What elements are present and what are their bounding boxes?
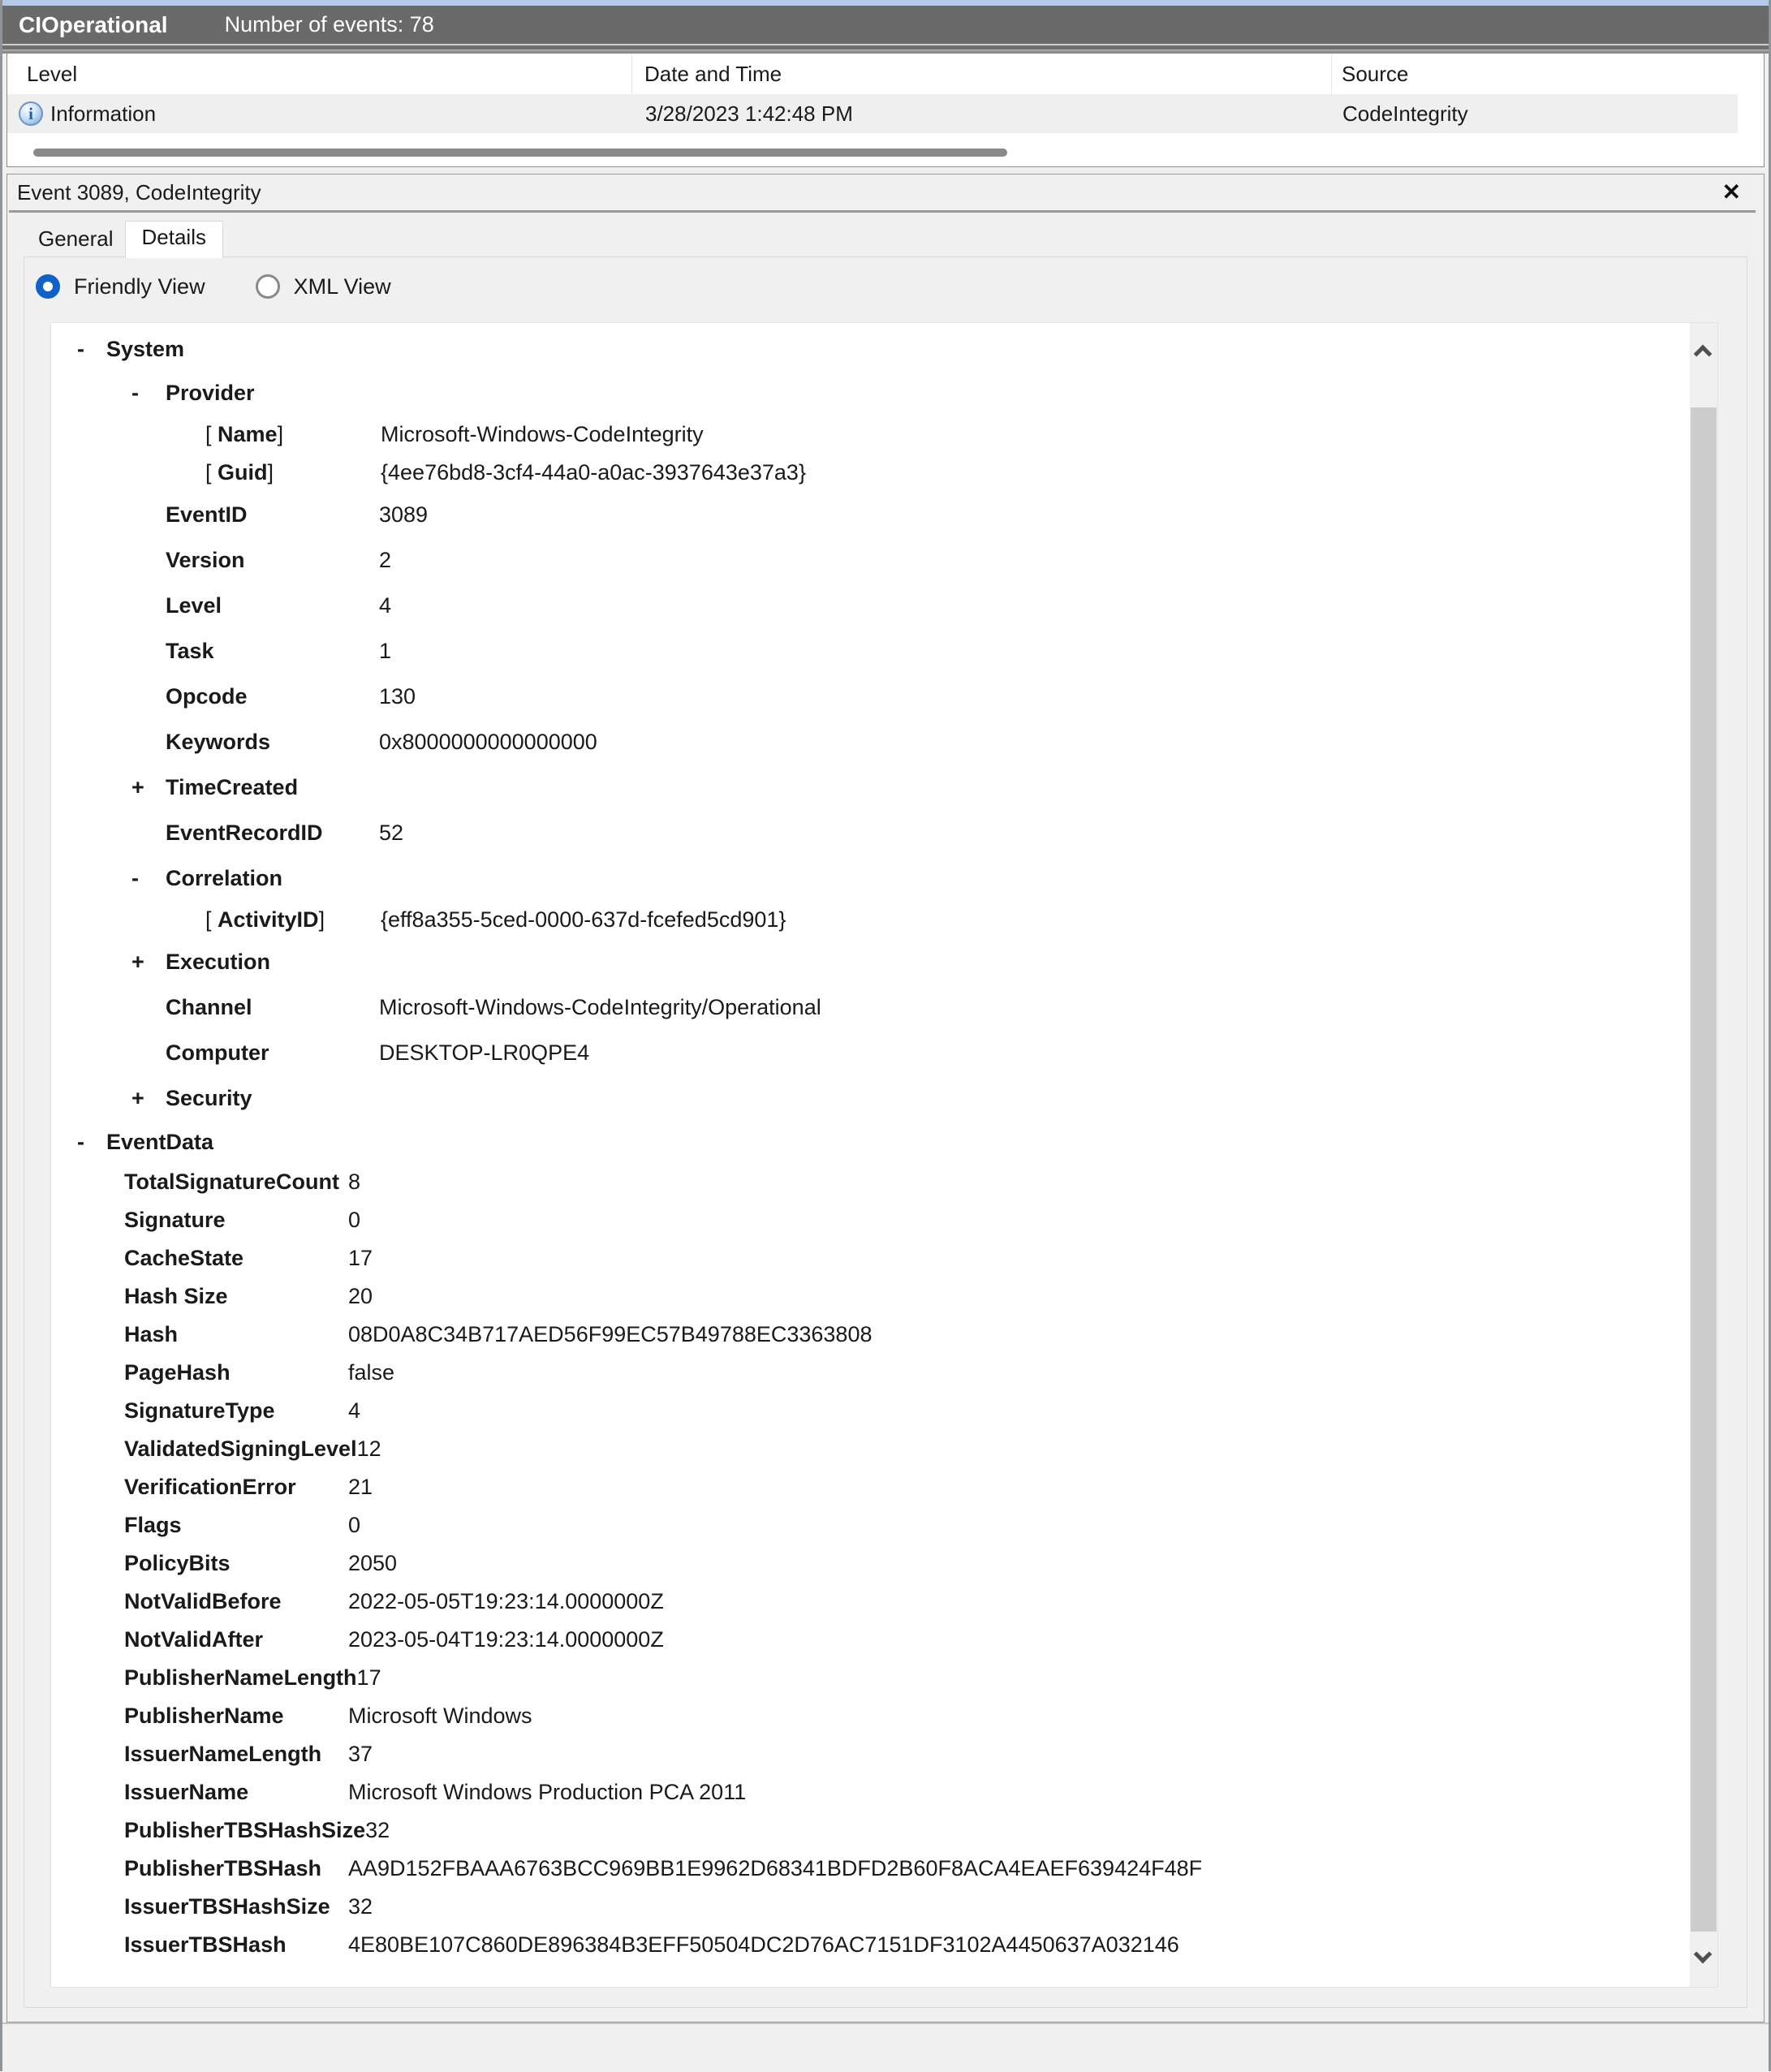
tree-row-flags [51,1506,1690,1544]
tree-label: EventData [106,1129,214,1154]
radio-selected-icon[interactable] [36,274,60,299]
tree-row-publishernamelength [51,1659,1690,1697]
tree-label: PublisherName [124,1704,284,1728]
tree-value: Microsoft Windows Production PCA 2011 [348,1780,747,1804]
tree-value: 4E80BE107C860DE896384B3EFF50504DC2D76AC7151DF3102A4450637A032146 [348,1932,1179,1957]
details-tree [51,323,1690,1987]
tree-label: IssuerTBSHash [124,1932,287,1957]
tree-label: [ Name] [205,422,284,446]
tree-label: Hash Size [124,1284,228,1308]
tree-value: 08D0A8C34B717AED56F99EC57B49788EC3363808 [348,1322,873,1346]
tree-label: SignatureType [124,1398,275,1423]
tree-label: IssuerTBSHashSize [124,1894,330,1919]
tree-value: 2022-05-05T19:23:14.0000000Z [348,1589,664,1613]
source-cell: CodeIntegrity [1342,101,1468,126]
tree-row-publishertbshashsize [51,1811,1690,1850]
tree-value: 4 [348,1398,361,1423]
tree-label: NotValidAfter [124,1627,264,1652]
information-icon: i [19,101,43,126]
tree-value: 0 [348,1513,361,1537]
collapse-icon[interactable]: - [77,1129,84,1154]
close-icon[interactable]: ✕ [1721,179,1741,205]
tree-row-eventrecordid [51,810,1690,855]
tree-row-verificationerror [51,1468,1690,1506]
xml-view-option[interactable] [256,274,391,299]
tree-row-guid [51,454,1690,492]
radio-unselected-icon[interactable] [256,274,280,299]
tree-label: [ ActivityID] [205,907,325,932]
tree-row-issuertbshash [51,1926,1690,1964]
status-strip [2,2022,1769,2072]
tree-row-eventdata [51,1121,1690,1163]
tree-label: Keywords [166,729,271,754]
column-header-level[interactable]: Level [7,54,632,94]
tree-value: 17 [348,1246,373,1270]
log-header-bar [2,6,1769,44]
tree-row-issuernamelength [51,1735,1690,1773]
level-cell [7,101,632,127]
tree-label: EventID [166,502,248,527]
tree-label: CacheState [124,1246,244,1270]
tree-label: IssuerName [124,1780,249,1804]
tree-row-validatedsigninglevel [51,1430,1690,1468]
tree-label: VerificationError [124,1475,296,1499]
column-header-source[interactable]: Source [1342,61,1409,86]
tree-row-pagehash [51,1354,1690,1392]
friendly-view-label: Friendly View [74,274,205,299]
event-count-label: Number of events: 78 [224,12,434,37]
expand-icon[interactable]: + [131,1085,144,1110]
tree-value: 32 [348,1894,373,1919]
tree-row-opcode [51,674,1690,719]
expand-icon[interactable]: + [131,774,144,799]
scroll-up-icon[interactable] [1694,345,1713,364]
tree-value: 1 [379,638,392,663]
tree-label: Task [166,638,214,663]
tree-value: 0x8000000000000000 [379,729,597,754]
tree-value: 37 [348,1742,373,1766]
tree-label: EventRecordID [166,820,323,845]
tree-row-signature [51,1201,1690,1239]
horizontal-scrollbar[interactable] [7,147,1764,158]
tree-row-system [51,328,1690,370]
tree-row-hash [51,1316,1690,1354]
tree-row-activityid [51,901,1690,939]
tree-label: PublisherTBSHash [124,1856,322,1880]
tree-row-publishertbshash [51,1850,1690,1888]
date-cell: 3/28/2023 1:42:48 PM [645,101,853,126]
tree-row-execution [51,939,1690,984]
tree-value: {eff8a355-5ced-0000-637d-fcefed5cd901} [381,907,786,932]
tree-label: PublisherTBSHashSize [124,1818,366,1842]
tree-row-channel [51,984,1690,1030]
tree-row-signaturetype [51,1392,1690,1430]
tree-label: PageHash [124,1360,231,1385]
collapse-icon[interactable]: - [131,865,139,890]
tree-value: 8 [348,1170,361,1194]
tree-label: NotValidBefore [124,1589,282,1613]
tree-value: 20 [348,1284,373,1308]
tree-label: IssuerNameLength [124,1742,322,1766]
tree-label: ValidatedSigningLevel [124,1437,357,1461]
tree-value: 17 [356,1665,381,1690]
tree-label: TotalSignatureCount [124,1170,339,1194]
level-text: Information [50,101,157,126]
xml-view-label: XML View [293,274,391,299]
tree-value: Microsoft-Windows-CodeIntegrity [381,422,704,446]
tree-row-cachestate [51,1239,1690,1277]
tree-row-issuertbshashsize [51,1888,1690,1926]
tree-value: 52 [379,820,404,845]
tree-row-totalsignaturecount [51,1163,1690,1201]
vertical-scrollbar-thumb[interactable] [1691,407,1717,1932]
tree-row-correlation [51,855,1690,901]
tree-label: PublisherNameLength [124,1665,357,1690]
tree-label: Channel [166,994,252,1019]
tree-value: Microsoft Windows [348,1704,532,1728]
tree-row-keywords [51,719,1690,765]
tree-value: 130 [379,683,416,709]
tree-value: 0 [348,1208,361,1232]
tree-value: 2 [379,547,392,572]
window-top-strip [2,0,1769,6]
tree-row-version [51,537,1690,583]
tree-value: 3089 [379,502,429,527]
tree-label: Opcode [166,683,248,709]
tree-label: Flags [124,1513,182,1537]
event-detail-panel [6,174,1765,2022]
tree-label: System [106,336,185,361]
friendly-view-option[interactable] [36,274,205,299]
tree-row-eventid [51,492,1690,537]
event-detail-title: Event 3089, CodeIntegrity [17,179,261,205]
tree-label: [ Guid] [205,460,274,485]
tree-row-security [51,1075,1690,1121]
tree-row-policybits [51,1544,1690,1583]
tree-label: Execution [166,949,271,974]
tree-value: 12 [356,1437,381,1461]
tab-strip [7,219,1764,256]
tree-row-notvalidbefore [51,1583,1690,1621]
tree-label: Hash [124,1322,179,1346]
tree-row-level [51,583,1690,628]
tree-value: 2023-05-04T19:23:14.0000000Z [348,1627,664,1652]
tree-row-hash-size [51,1277,1690,1316]
tree-label: Computer [166,1040,269,1065]
tree-row-provider [51,370,1690,416]
tab-general[interactable]: General [38,226,114,251]
header-separator [2,44,1769,54]
log-title: CIOperational [19,11,168,37]
tree-value: DESKTOP-LR0QPE4 [379,1040,590,1065]
tree-row-issuername [51,1773,1690,1811]
tree-row-name [51,416,1690,454]
scroll-down-icon[interactable] [1694,1945,1713,1964]
divider [9,210,1756,213]
view-options [36,270,1747,303]
tree-row-task [51,628,1690,674]
tree-value: 32 [365,1818,390,1842]
horizontal-scrollbar-thumb[interactable] [33,149,1007,157]
tree-row-notvalidafter [51,1621,1690,1659]
tree-label: Security [166,1085,252,1110]
tree-label: Level [166,592,222,618]
tree-value: false [348,1360,395,1385]
tree-label: Version [166,547,245,572]
tree-label: Provider [166,380,255,405]
tree-row-publishername [51,1697,1690,1735]
event-list-panel [6,54,1765,167]
tree-value: 4 [379,592,392,618]
tab-details[interactable]: Details [125,221,223,258]
collapse-icon[interactable]: - [131,380,139,405]
vertical-scrollbar[interactable] [1690,323,1717,1987]
tree-value: AA9D152FBAAA6763BCC969BB1E9962D68341BDFD2B60F8ACA4EAEF639424F48F [348,1856,1203,1880]
tree-row-computer [51,1030,1690,1075]
event-detail-header [7,174,1764,210]
tree-label: Correlation [166,865,283,890]
friendly-view-content [50,322,1718,1988]
event-list-row[interactable] [7,94,1738,133]
tree-label: PolicyBits [124,1551,231,1575]
tree-label: Signature [124,1208,226,1232]
collapse-icon[interactable]: - [77,336,84,361]
tree-value: 21 [348,1475,373,1499]
tree-value: Microsoft-Windows-CodeIntegrity/Operational [379,994,821,1019]
tree-row-timecreated [51,765,1690,810]
column-header-date[interactable]: Date and Time [632,54,1332,94]
tree-value: {4ee76bd8-3cf4-44a0-a0ac-3937643e37a3} [381,460,806,485]
tree-label: TimeCreated [166,774,299,799]
details-tab-page [24,256,1747,2008]
expand-icon[interactable]: + [131,949,144,974]
tree-value: 2050 [348,1551,398,1575]
event-list-header [7,54,1764,94]
